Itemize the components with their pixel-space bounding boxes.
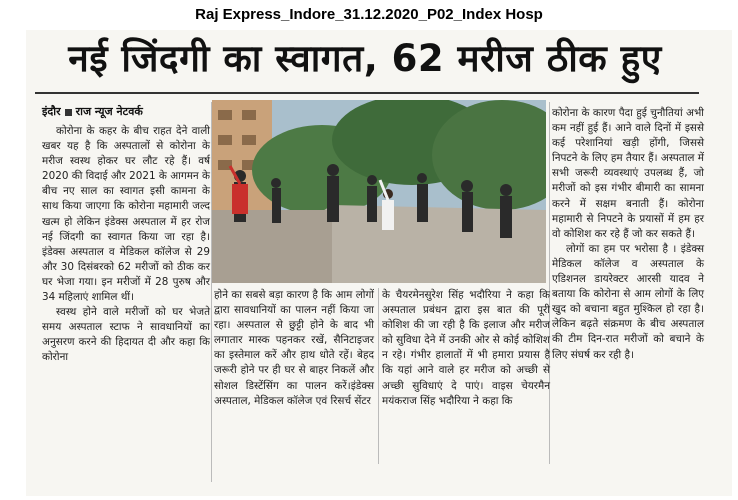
paragraph: लोगों का हम पर भरोसा है । इंडेक्स मेडिकल कॉलेज व अस्पताल के एडिशनल डायरेक्टर आरसी यादव ने बताया कि कोरोना से आम लोगों के लिए खुद को बचाना बहुत मुश्किल हो रहा है। लेकिन बढ़ते संक्रमण के बीच अस्पताल की टीम दिन-रात मरीजों को बचाने के लिए संघर्ष कर रही है। — [552, 242, 704, 361]
photo-crowd-exercising — [212, 100, 546, 283]
article-column-4 — [552, 106, 704, 452]
paragraph: कोरोना के कहर के बीच राहत देने वाली खबर यह है कि अस्पतालों से कोरोना के मरीज स्वस्थ होकर घर लौट रहे हैं। वर्ष 2020 की विदाई और 2021 के आगमन के बीच नए साल का स्वागत इसी कामना के साथ किया जाएगा कि कोरोना महामारी जल्द खत्म हो लेकिन इंडेक्स अस्पताल में हर रोज नई जिंदगी का स्वागत किया जा रहा है। इंडेक्स अस्पताल व मेडिकल कॉलेज से 29 और 30 दिसंबरको 62 मरीजों को ठीक कर घर भेजा गया। इन मरीजों में 28 पुरुष और 34 महिलाएं शामिल थीं। — [42, 125, 210, 304]
article-column-1 — [42, 124, 210, 486]
article-column-3 — [382, 288, 550, 464]
news-photo — [212, 100, 546, 283]
headline-rule — [35, 92, 699, 94]
column-divider — [211, 102, 212, 482]
byline-agency: राज न्यूज नेटवर्क — [75, 105, 143, 118]
paragraph: होने का सबसे बड़ा कारण है कि आम लोगों द्वारा सावधानियों का पालन नहीं किया जा रहा। अस्पताल से छुट्टी होने के बाद भी लगातार मास्क पहनकर रखें, सैनिटाइजर का इस्तेमाल करें और हाथ धोते रहें। बेहद जरूरी होने पर ही घर से बाहर निकलें और सोशल डिस्टेंसिंग का पालन करें।इंडेक्स अस्पताल, मेडिकल कॉलेज एवं रिसर्च सेंटर — [214, 289, 374, 407]
article-column-2 — [214, 288, 374, 464]
paragraph: कोरोना के कारण पैदा हुई चुनौतियां अभी कम नहीं हुई हैं। आने वाले दिनों में इससे कई परेशानियां खड़ी होंगी, जिससे निपटने के लिए हम तैयार हैं। अस्पताल में सभी जरूरी व्यवस्थाएं उपलब्ध हैं, जो मरीजों को इस गंभीर बीमारी का सामना करने में सक्षम बनाती हैं। कोरोना महामारी से निपटने के प्रयासों में हम हर वो कोशिश कर रहे हैं जो कर सकते हैं। — [552, 107, 704, 240]
byline — [42, 104, 212, 119]
byline-place: इंदौर — [42, 105, 61, 118]
byline-separator — [65, 109, 72, 116]
column-divider — [378, 288, 379, 464]
source-label: Raj Express_Indore_31.12.2020_P02_Index Hosp — [195, 6, 543, 23]
paragraph: स्वस्थ होने वाले मरीजों को घर भेजते समय अस्पताल स्टाफ ने सावधानियों का अनुसरण करने की हिदायत दी और कहा कि कोरोना — [42, 306, 210, 364]
headline: नई जिंदगी का स्वागत, 62 मरीज ठीक हुए — [68, 37, 662, 80]
paragraph: के चैयरमेनसुरेश सिंह भदौरिया ने कहा कि अस्पताल प्रबंधन द्वारा इस बात की पूरी कोशिश की जा रही है कि इलाज और मरीज को सुविधा देने में उनकी ओर से कोई कोशिश न रहे। गंभीर हालातों में भी हमारा प्रयास है कि यहां आने वाले हर मरीज को अच्छी से अच्छी सुविधाएं दे पाएं। वाइस चेयरमैन मयंकराज सिंह भदौरिया ने कहा कि — [382, 289, 550, 407]
